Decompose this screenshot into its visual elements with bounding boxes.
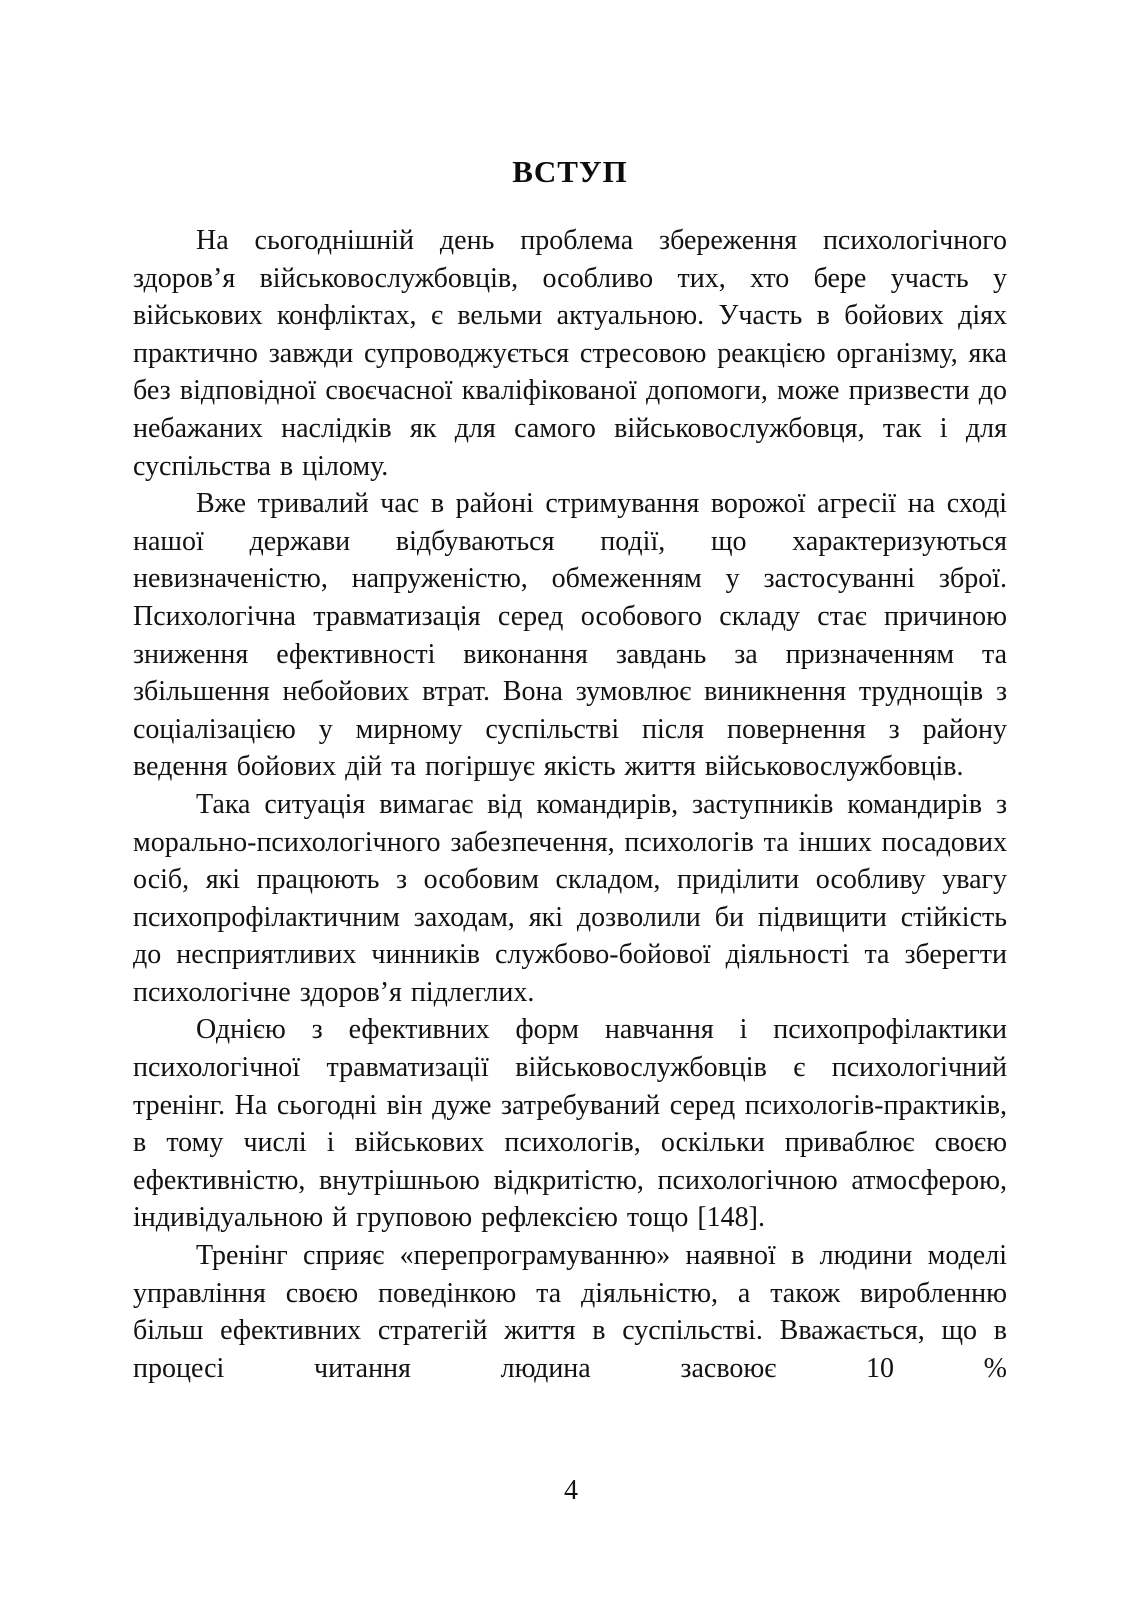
text-block bbox=[133, 152, 1007, 1387]
paragraph-1: На сьогоднішній день проблема збереження психологічного здоров’я військовослужбовців, особливо тих, хто бере участь у військових конфліктах, є вельми актуальною. Участь в бойових діях практично завжди супроводжується стресовою реакцією організму, яка без відповідної своєчасної кваліфікованої допомоги, може призвести до небажаних наслідків як для самого військовослужбовця, так і для суспільства в цілому. bbox=[133, 225, 1007, 482]
page-number: 4 bbox=[564, 1475, 578, 1506]
paragraph-3: Така ситуація вимагає від командирів, заступників командирів з морально-психологічного забезпечення, психологів та інших посадових осіб, які працюють з особовим складом, приділити особливу увагу психопрофілактичним заходам, які дозволили би підвищити стійкість до несприятливих чинників службово-бойової діяльності та зберегти психологічне здоров’я підлеглих. bbox=[133, 788, 1007, 1008]
paragraph-2: Вже тривалий час в районі стримування ворожої агресії на сході нашої держави відбуваються події, що характеризуються невизначеністю, напруженістю, обмеженням у застосуванні зброї. Психологічна травматизація серед особового складу стає причиною зниження ефективності виконання завдань за призначенням та збільшення небойових втрат. Вона зумовлює виникнення труднощів з соціалізацією у мирному суспільстві після повернення з району ведення бойових дій та погіршує якість життя військовослужбовців. bbox=[133, 488, 1007, 783]
paragraph-4: Однією з ефективних форм навчання і психопрофілактики психологічної травматизації військовослужбовців є психологічний тренінг. На сьогодні він дуже затребуваний серед психологів-практиків, в тому числі і військових психологів, оскільки приваблює своєю ефективністю, внутрішньою відкритістю, психологічною атмосферою, індивідуальною й груповою рефлексією тощо [148]. bbox=[133, 1014, 1007, 1234]
page-title: ВСТУП bbox=[512, 154, 628, 189]
paragraph-5: Тренінг сприяє «перепрограмуванню» наявної в людини моделі управління своєю поведінкою та діяльністю, а також виробленню більш ефективних стратегій життя в суспільстві. Вважається, що в процесі читання людина засвоює 10 % bbox=[133, 1240, 1007, 1384]
